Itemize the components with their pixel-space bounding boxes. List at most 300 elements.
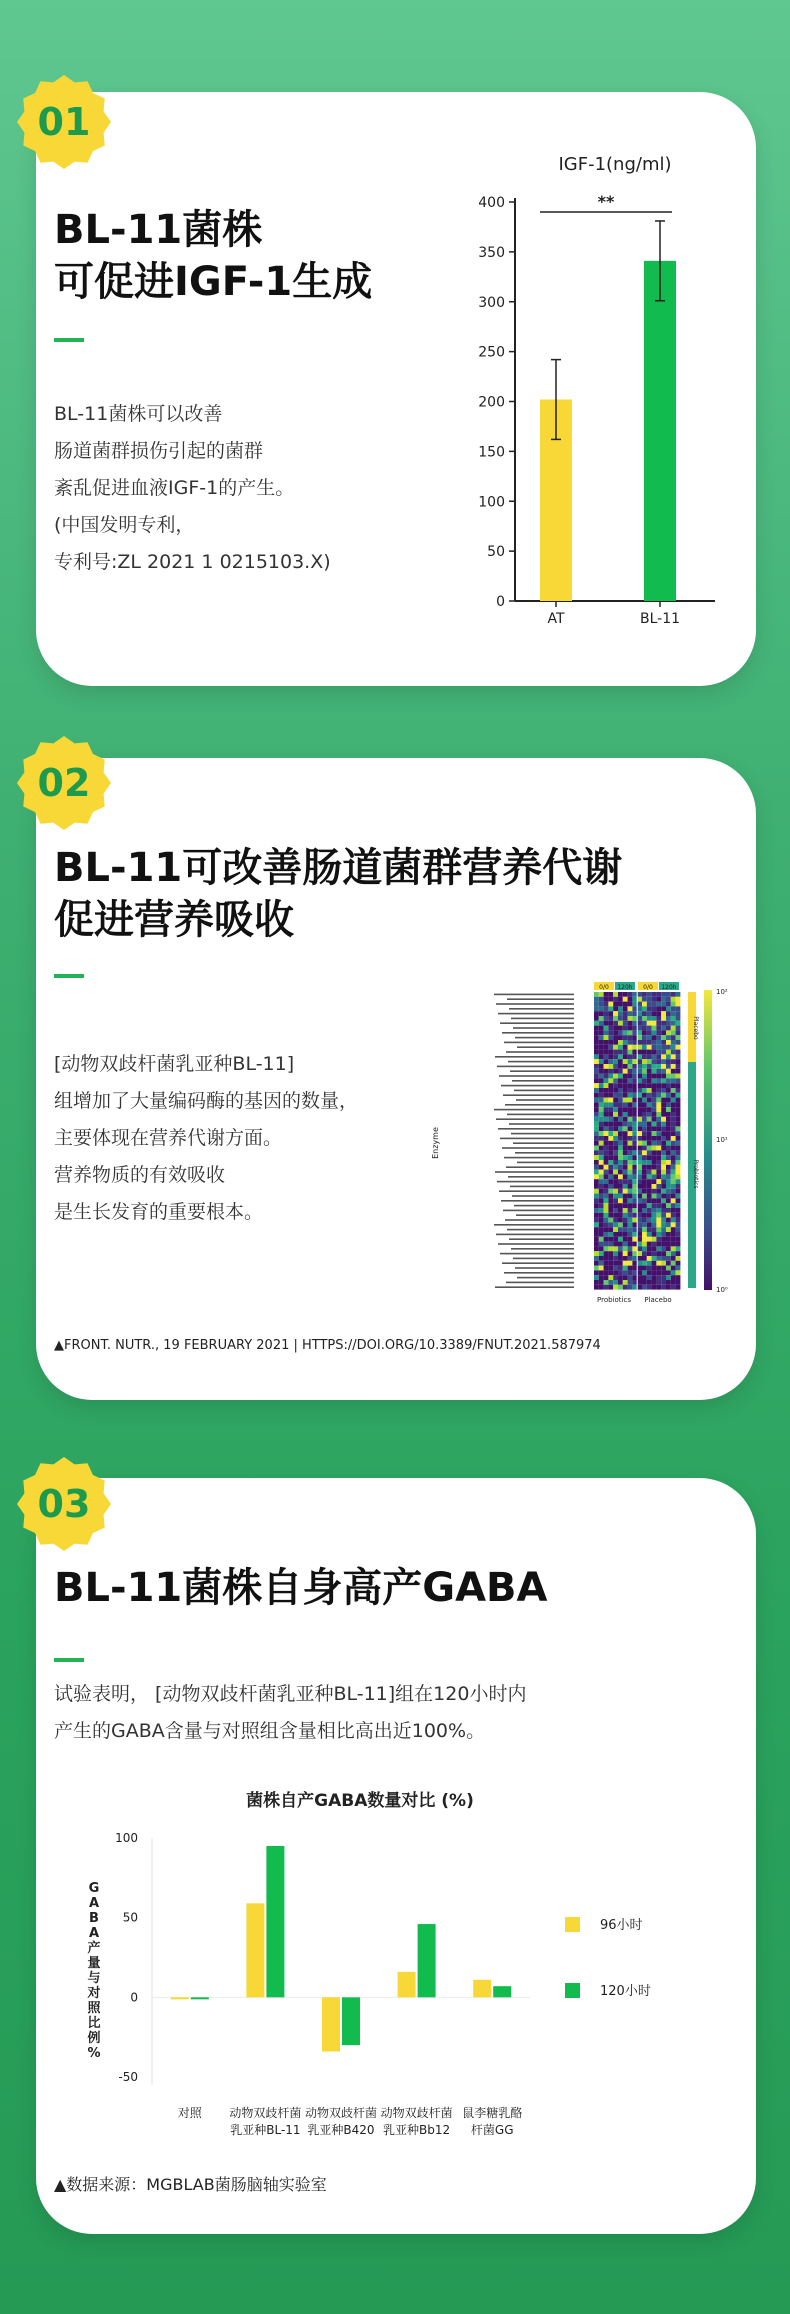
heatmap-cell [676, 1064, 681, 1069]
heatmap-cell [656, 1150, 661, 1155]
heatmap-row-label [502, 1147, 574, 1149]
heatmap-cell [628, 1074, 633, 1079]
heatmap-cell [594, 1242, 599, 1247]
heatmap-cell [613, 1093, 618, 1098]
heatmap-cell [632, 992, 637, 997]
heatmap-row-label [511, 1133, 574, 1135]
y-tick-label: 350 [478, 244, 505, 261]
x-tick-label: 动物双歧杆菌 [380, 2106, 453, 2120]
heatmap-cell [613, 1131, 618, 1136]
heatmap-row-label [517, 1046, 574, 1048]
heatmap-cell [613, 1064, 618, 1069]
heatmap-cell [628, 1280, 633, 1285]
heatmap-cell [632, 1237, 637, 1242]
heatmap-cell [628, 1136, 633, 1141]
heatmap-cell [661, 1141, 666, 1146]
heatmap-cell [599, 1270, 604, 1275]
heatmap-cell [661, 1275, 666, 1280]
heatmap-cell [613, 1198, 618, 1203]
heatmap-cell [647, 1126, 652, 1131]
heatmap-cell [676, 1218, 681, 1223]
heatmap-cell [618, 1227, 623, 1232]
heatmap-cell [608, 1165, 613, 1170]
heatmap-cell [666, 1165, 671, 1170]
x-tick-label: 杆菌GG [470, 2123, 514, 2137]
heatmap-cell [623, 1054, 628, 1059]
heatmap-cell [676, 1074, 681, 1079]
heatmap-cell [637, 1261, 642, 1266]
heatmap-cell [661, 1242, 666, 1247]
heatmap-cell [594, 1011, 599, 1016]
heatmap-cell [623, 1237, 628, 1242]
heatmap-cell [628, 1179, 633, 1184]
heatmap-cell [676, 1280, 681, 1285]
y-tick-label: 250 [478, 344, 505, 361]
heatmap-cell [594, 1093, 599, 1098]
heatmap-cell [647, 1256, 652, 1261]
heatmap-row-label [499, 1075, 574, 1077]
heatmap-cell [613, 1002, 618, 1007]
heatmap-cell [671, 1150, 676, 1155]
heatmap-cell [676, 1117, 681, 1122]
heatmap-cell [604, 1165, 609, 1170]
heatmap-cell [623, 1088, 628, 1093]
x-tick-label: BL-11 [639, 611, 681, 627]
heatmap-cell [642, 1098, 647, 1103]
heatmap-cell [671, 1160, 676, 1165]
heatmap-cell [652, 1194, 657, 1199]
heatmap-cell [666, 997, 671, 1002]
heatmap-cell [599, 1083, 604, 1088]
heatmap-row-label [503, 1210, 574, 1212]
heatmap-cell [642, 1150, 647, 1155]
heatmap-cell [628, 1155, 633, 1160]
heatmap-cell [608, 1146, 613, 1151]
heatmap-cell [671, 1256, 676, 1261]
heatmap-cell [671, 1131, 676, 1136]
heatmap-cell [637, 1059, 642, 1064]
heatmap-cell [652, 1218, 657, 1223]
heatmap-cell [676, 1098, 681, 1103]
heatmap-cell [594, 1088, 599, 1093]
heatmap-cell [608, 992, 613, 997]
heatmap-cell [604, 1184, 609, 1189]
heatmap-cell [666, 1208, 671, 1213]
heatmap-cell [652, 1285, 657, 1290]
heatmap-cell [618, 1126, 623, 1131]
heatmap-x-label: Probiotics [597, 1296, 631, 1304]
enzyme-heatmap [428, 978, 738, 1308]
heatmap-cell [599, 1088, 604, 1093]
heatmap-cell [637, 1208, 642, 1213]
heatmap-color-scale [704, 990, 712, 1290]
heatmap-cell [599, 1194, 604, 1199]
y-tick-label: 150 [478, 444, 505, 461]
heatmap-cell [594, 1237, 599, 1242]
heatmap-cell [676, 1242, 681, 1247]
heatmap-cell [676, 1045, 681, 1050]
heatmap-cell [599, 1251, 604, 1256]
heatmap-row-label [501, 1200, 574, 1202]
heatmap-cell [623, 1069, 628, 1074]
heatmap-cell [661, 1064, 666, 1069]
heatmap-cell [661, 1213, 666, 1218]
heatmap-cell [647, 1107, 652, 1112]
heatmap-cell [676, 1237, 681, 1242]
heatmap-cell [642, 1078, 647, 1083]
heatmap-cell [618, 1093, 623, 1098]
heatmap-cell [656, 1117, 661, 1122]
heatmap-cell [647, 1280, 652, 1285]
heatmap-cell [661, 1050, 666, 1055]
heatmap-cell [632, 997, 637, 1002]
heatmap-cell [613, 1242, 618, 1247]
heatmap-cell [666, 1098, 671, 1103]
heatmap-cell [652, 1275, 657, 1280]
heatmap-cell [628, 1256, 633, 1261]
heatmap-cell [647, 1165, 652, 1170]
x-tick-label: 动物双歧杆菌 [229, 2106, 302, 2120]
y-tick-label: 50 [122, 1910, 138, 1925]
heatmap-cell [613, 1054, 618, 1059]
heatmap-cell [604, 1155, 609, 1160]
heatmap-cell [652, 1021, 657, 1026]
heatmap-cell [652, 1261, 657, 1266]
heatmap-cell [671, 1222, 676, 1227]
heatmap-cell [628, 1261, 633, 1266]
heatmap-cell [628, 997, 633, 1002]
heatmap-cell [594, 1179, 599, 1184]
heatmap-legend-label: Probiotics [692, 1159, 699, 1189]
heatmap-cell [632, 1093, 637, 1098]
heatmap-cell [676, 1078, 681, 1083]
heatmap-cell [604, 1093, 609, 1098]
heatmap-cell [604, 1270, 609, 1275]
heatmap-cell [604, 1141, 609, 1146]
heatmap-cell [671, 1203, 676, 1208]
heatmap-cell [656, 1237, 661, 1242]
heatmap-cell [599, 1266, 604, 1271]
heatmap-cell [604, 1208, 609, 1213]
heatmap-cell [676, 1136, 681, 1141]
heatmap-cell [656, 997, 661, 1002]
heatmap-cell [676, 1150, 681, 1155]
heatmap-cell [676, 1208, 681, 1213]
significance-marker: ** [597, 192, 615, 211]
heatmap-cell [628, 1174, 633, 1179]
heatmap-cell [647, 1213, 652, 1218]
y-axis-label-char: B [89, 1911, 99, 1926]
heatmap-cell [652, 1213, 657, 1218]
heatmap-cell [613, 1117, 618, 1122]
x-tick-label: 鼠李糖乳酪 [462, 2106, 523, 2120]
heatmap-cell [623, 1112, 628, 1117]
heatmap-cell [661, 1189, 666, 1194]
heatmap-row-label [511, 1248, 574, 1250]
heatmap-cell [671, 1006, 676, 1011]
heatmap-cell [642, 1179, 647, 1184]
heatmap-cell [594, 1184, 599, 1189]
heatmap-cell [628, 1189, 633, 1194]
heatmap-cell [623, 1165, 628, 1170]
heatmap-cell [613, 1146, 618, 1151]
heatmap-cell [594, 1006, 599, 1011]
heatmap-cell [632, 1179, 637, 1184]
heatmap-cell [661, 1208, 666, 1213]
heatmap-cell [647, 1131, 652, 1136]
heatmap-cell [637, 1054, 642, 1059]
chart-y-axis-label [86, 1881, 101, 2061]
heatmap-cell [637, 1194, 642, 1199]
heatmap-cell [676, 1050, 681, 1055]
heatmap-cell [647, 1136, 652, 1141]
heatmap-cell [604, 1040, 609, 1045]
heatmap-cell [647, 1059, 652, 1064]
heatmap-cell [608, 997, 613, 1002]
heatmap-cell [671, 1126, 676, 1131]
heatmap-cell [628, 1098, 633, 1103]
heatmap-cell [628, 1002, 633, 1007]
heatmap-cell [637, 1256, 642, 1261]
heatmap-cell [632, 1222, 637, 1227]
heatmap-cell [671, 1155, 676, 1160]
heatmap-cell [623, 1059, 628, 1064]
heatmap-cell [647, 1050, 652, 1055]
heatmap-cell [632, 1170, 637, 1175]
heatmap-cell [628, 1016, 633, 1021]
heatmap-cell [594, 1126, 599, 1131]
heatmap-x-label: Placebo [644, 1296, 672, 1304]
heatmap-cell [652, 1266, 657, 1271]
heatmap-cell [647, 1040, 652, 1045]
heatmap-cell [676, 1256, 681, 1261]
heatmap-cell [618, 1246, 623, 1251]
heatmap-cell [613, 1035, 618, 1040]
heatmap-cell [608, 1155, 613, 1160]
heatmap-cell [652, 1078, 657, 1083]
heatmap-cell [637, 1093, 642, 1098]
heatmap-cell [647, 1208, 652, 1213]
heatmap-cell [618, 1285, 623, 1290]
heatmap-row-label [512, 1195, 574, 1197]
heatmap-cell [604, 1203, 609, 1208]
heatmap-cell [613, 1237, 618, 1242]
heatmap-cell [671, 1030, 676, 1035]
heatmap-cell [623, 1203, 628, 1208]
heatmap-cell [652, 1155, 657, 1160]
heatmap-cell [618, 1218, 623, 1223]
source-citation: ▲数据来源：MGBLAB菌肠脑轴实验室 [54, 2175, 327, 2194]
heatmap-cell [623, 1184, 628, 1189]
heatmap-cell [656, 1285, 661, 1290]
heatmap-cell [604, 1285, 609, 1290]
heatmap-cell [666, 1232, 671, 1237]
heatmap-cell [661, 1227, 666, 1232]
heatmap-cell [613, 1270, 618, 1275]
heatmap-cell [637, 1285, 642, 1290]
heatmap-cell [628, 1083, 633, 1088]
heatmap-cell [642, 992, 647, 997]
heatmap-cell [618, 1184, 623, 1189]
heatmap-cell [652, 1006, 657, 1011]
heatmap-cell [642, 1069, 647, 1074]
heatmap-cell [599, 1059, 604, 1064]
heatmap-cell [656, 1011, 661, 1016]
heatmap-cell [652, 1040, 657, 1045]
heatmap-cell [618, 1203, 623, 1208]
heatmap-cell [604, 1126, 609, 1131]
heatmap-cell [671, 1050, 676, 1055]
heatmap-cell [599, 1117, 604, 1122]
heatmap-cell [637, 1006, 642, 1011]
heatmap-cell [618, 1030, 623, 1035]
heatmap-cell [676, 1251, 681, 1256]
heatmap-cell [671, 1174, 676, 1179]
heatmap-cell [613, 1256, 618, 1261]
heatmap-cell [666, 1016, 671, 1021]
heatmap-row-label [498, 1243, 574, 1245]
heatmap-cell [623, 1194, 628, 1199]
heatmap-cell [647, 1203, 652, 1208]
heatmap-row-label [514, 1090, 574, 1092]
chart-title: IGF-1(ng/ml) [558, 154, 672, 175]
section-description [54, 1676, 526, 1750]
heatmap-cell [608, 1069, 613, 1074]
heatmap-cell [599, 1069, 604, 1074]
heatmap-cell [632, 1251, 637, 1256]
heatmap-cell [628, 1165, 633, 1170]
heatmap-cell [604, 1074, 609, 1079]
heatmap-cell [647, 1112, 652, 1117]
heatmap-cell [666, 992, 671, 997]
heatmap-cell [666, 1280, 671, 1285]
heatmap-cell [656, 1146, 661, 1151]
heatmap-cell [661, 1251, 666, 1256]
heatmap-cell [666, 1078, 671, 1083]
heatmap-cell [628, 1006, 633, 1011]
heatmap-cell [656, 1208, 661, 1213]
heatmap-cell [637, 1040, 642, 1045]
heatmap-cell [613, 1040, 618, 1045]
heatmap-cell [661, 1102, 666, 1107]
heatmap-cell [608, 1045, 613, 1050]
heatmap-cell [608, 1059, 613, 1064]
heatmap-cell [676, 1006, 681, 1011]
heatmap-cell [628, 1035, 633, 1040]
heatmap-cell [623, 1261, 628, 1266]
heatmap-cell [666, 1203, 671, 1208]
heatmap-cell [647, 1160, 652, 1165]
heatmap-cell [676, 1102, 681, 1107]
heatmap-cell [608, 1016, 613, 1021]
heatmap-cell [623, 1141, 628, 1146]
heatmap-scale-label: 10² [716, 988, 728, 996]
heatmap-cell [666, 1150, 671, 1155]
heatmap-cell [628, 1213, 633, 1218]
heatmap-cell [632, 1280, 637, 1285]
heatmap-cell [628, 1232, 633, 1237]
heatmap-cell [594, 1170, 599, 1175]
heatmap-cell [652, 992, 657, 997]
heatmap-cell [656, 1275, 661, 1280]
heatmap-cell [666, 1002, 671, 1007]
heatmap-cell [637, 1078, 642, 1083]
heatmap-cell [656, 1088, 661, 1093]
heatmap-cell [652, 1203, 657, 1208]
heatmap-cell [642, 1275, 647, 1280]
heatmap-cell [647, 992, 652, 997]
heatmap-cell [661, 1194, 666, 1199]
description-line: 主要体现在营养代谢方面。 [54, 1127, 283, 1149]
bar-96h [171, 1997, 189, 1999]
heatmap-cell [628, 1198, 633, 1203]
heatmap-cell [613, 1213, 618, 1218]
heatmap-cell [647, 1146, 652, 1151]
heatmap-row-label [494, 994, 574, 996]
heatmap-cell [604, 1098, 609, 1103]
heatmap-cell [671, 1170, 676, 1175]
section-number-badge [16, 1456, 112, 1552]
y-tick-label: -50 [118, 2070, 138, 2084]
heatmap-cell [632, 1002, 637, 1007]
heatmap-cell [676, 1026, 681, 1031]
heatmap-cell [613, 1078, 618, 1083]
heatmap-cell [604, 1266, 609, 1271]
heatmap-cell [671, 1054, 676, 1059]
accent-divider [54, 338, 84, 342]
heatmap-cell [652, 1198, 657, 1203]
heatmap-row-label [508, 1176, 574, 1178]
heatmap-cell [594, 1045, 599, 1050]
heatmap-cell [599, 1232, 604, 1237]
heatmap-cell [599, 1136, 604, 1141]
heatmap-cell [637, 1035, 642, 1040]
heatmap-cell [656, 1126, 661, 1131]
heatmap-cell [656, 1059, 661, 1064]
heatmap-cell [604, 1026, 609, 1031]
heatmap-cell [637, 1146, 642, 1151]
heatmap-cell [604, 1064, 609, 1069]
description-line: 肠道菌群损伤引起的菌群 [54, 440, 264, 462]
heatmap-cell [642, 1266, 647, 1271]
heatmap-cell [637, 1074, 642, 1079]
heatmap-cell [661, 1150, 666, 1155]
heatmap-cell [632, 1098, 637, 1103]
heatmap-cell [608, 1117, 613, 1122]
heatmap-cell [604, 1189, 609, 1194]
heatmap-cell [632, 1242, 637, 1247]
heatmap-cell [656, 1198, 661, 1203]
heatmap-cell [608, 1093, 613, 1098]
heatmap-cell [608, 1030, 613, 1035]
heatmap-cell [594, 1064, 599, 1069]
heatmap-cell [656, 1194, 661, 1199]
heatmap-cell [656, 1242, 661, 1247]
heatmap-cell [656, 1030, 661, 1035]
heatmap-cell [661, 1030, 666, 1035]
heatmap-cell [652, 1026, 657, 1031]
heatmap-row-label [497, 1181, 574, 1183]
heatmap-cell [632, 1270, 637, 1275]
heatmap-row-label [495, 1171, 574, 1173]
heatmap-cell [652, 1165, 657, 1170]
heatmap-row-label [506, 1282, 574, 1284]
heatmap-cell [661, 1179, 666, 1184]
heatmap-cell [647, 1179, 652, 1184]
heatmap-cell [666, 1030, 671, 1035]
heatmap-cell [628, 1146, 633, 1151]
heatmap-cell [637, 1064, 642, 1069]
